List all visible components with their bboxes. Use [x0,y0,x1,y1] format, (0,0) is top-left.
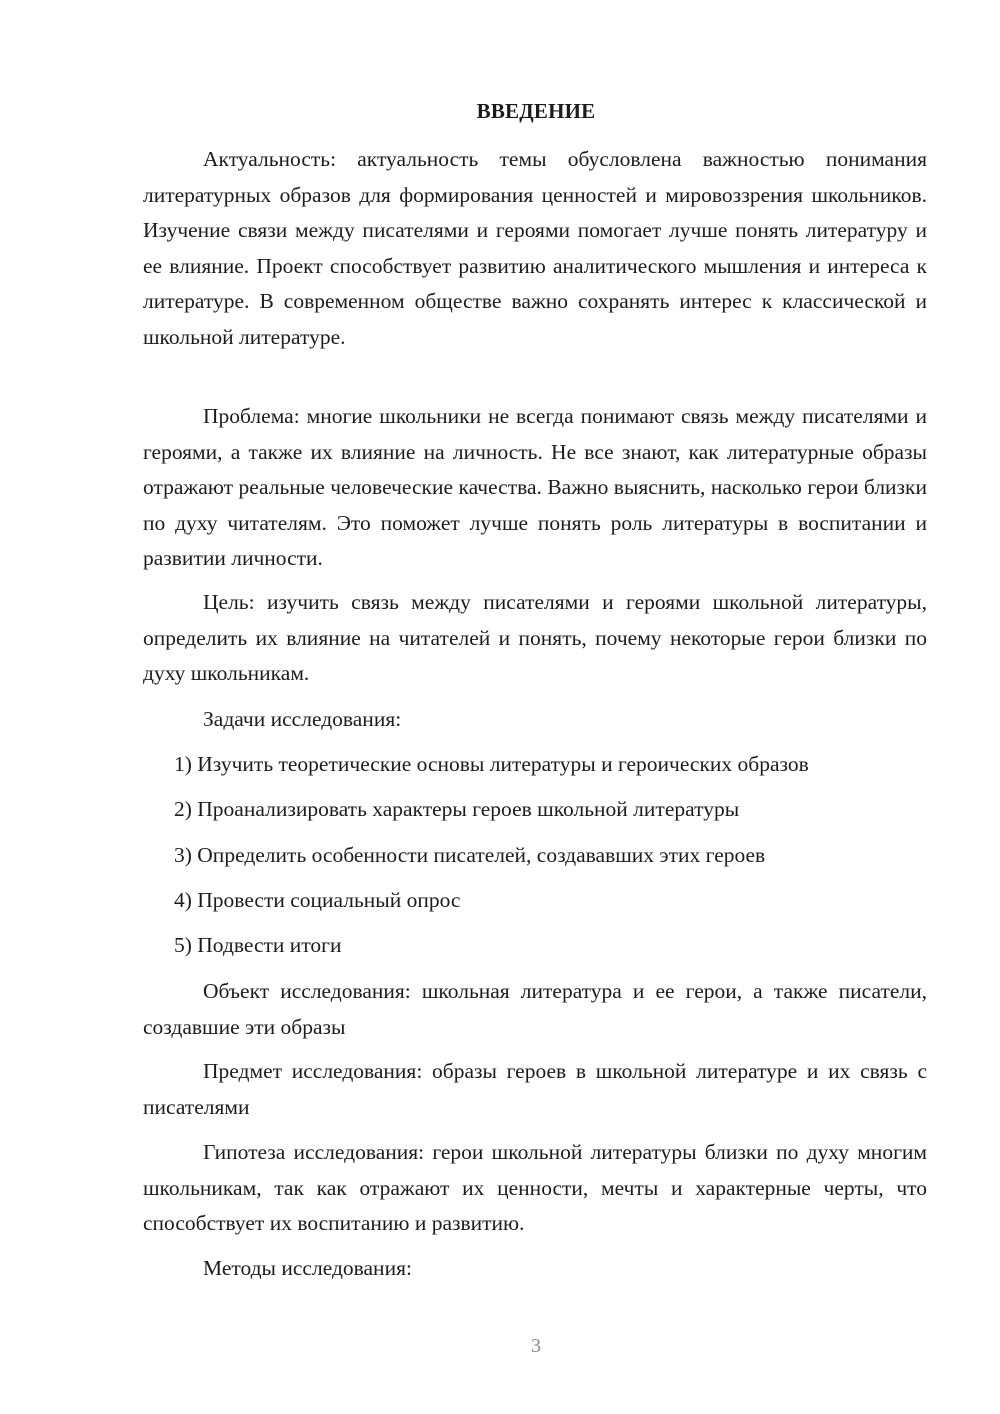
methods-heading: Методы исследования: [203,1256,412,1280]
list-item: 1) Изучить теоретические основы литературы и героических образов [174,752,809,776]
list-item: 5) Подвести итоги [174,933,342,957]
paragraph-object: Объект исследования: школьная литература и ее герои, а также писатели, создавшие эти образы [143,979,927,1039]
page-number: 3 [531,1335,541,1357]
paragraph-relevance: Актуальность: актуальность темы обусловлена важностью понимания литературных образов для формирования ценностей и мировоззрения школьников. Изучение связи между писателями и героями помогает лучше понять литературу и ее влияние. Проект способствует развитию аналитического мышления и интереса к литературе. В современном обществе важно сохранять интерес к классической и школьной литературе. [143,147,927,349]
list-item: 4) Провести социальный опрос [174,888,461,912]
list-item: 2) Проанализировать характеры героев школьной литературы [174,797,740,821]
paragraph-subject: Предмет исследования: образы героев в школьной литературе и их связь с писателями [143,1059,927,1119]
paragraph-goal: Цель: изучить связь между писателями и героями школьной литературы, определить их влияние на читателей и понять, почему некоторые герои близки по духу школьникам. [143,590,927,685]
page-title: ВВЕДЕНИЕ [476,99,596,123]
list-item: 3) Определить особенности писателей, создававших этих героев [174,843,766,867]
paragraph-problem: Проблема: многие школьники не всегда понимают связь между писателями и героями, а также их влияние на личность. Не все знают, как литературные образы отражают реальные человеческие качества. Важно выяснить, насколько герои близки по духу читателям. Это поможет лучше понять роль литературы в воспитании и развитии личности. [143,404,927,570]
tasks-heading: Задачи исследования: [203,707,402,731]
paragraph-hypothesis: Гипотеза исследования: герои школьной литературы близки по духу многим школьникам, так как отражают их ценности, мечты и характерные черты, что способствует их воспитанию и развитию. [143,1140,927,1235]
